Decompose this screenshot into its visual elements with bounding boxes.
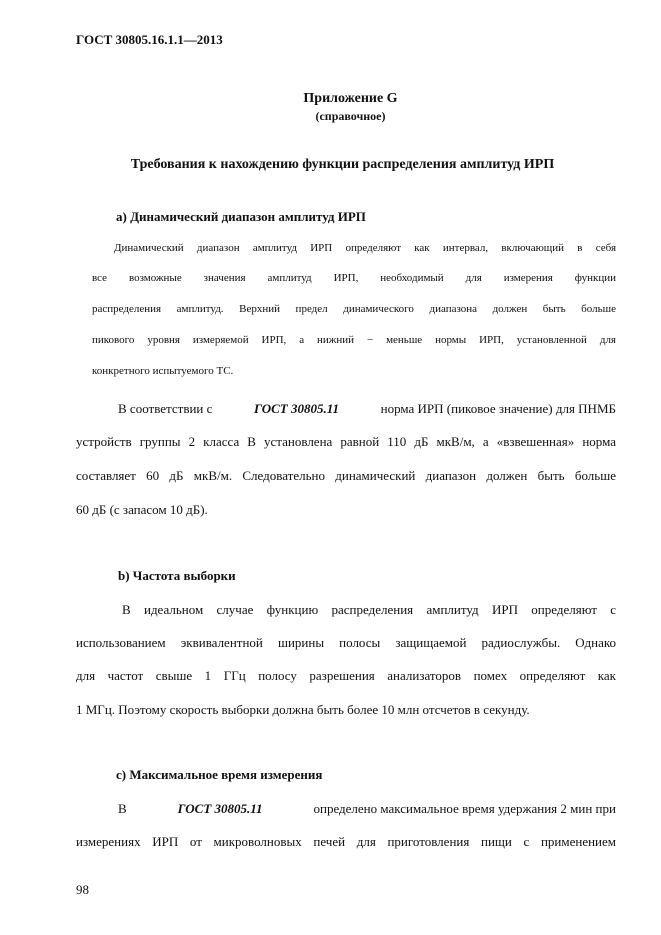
standard-reference: ГОСТ 30805.11 [254, 401, 339, 416]
section-b-line: В идеальном случае функцию распределения амплитуд ИРП определяют с [122, 602, 616, 617]
section-a-para2-line: устройств группы 2 класса В установлена равной 110 дБ мкВ/м, а «взвешенная» норма [76, 434, 616, 449]
standard-reference: ГОСТ 30805.11 [177, 801, 263, 816]
main-title: Требования к нахождению функции распределения амплитуд ИРП [130, 157, 555, 172]
section-a-para1-line: распределения амплитуд. Верхний предел динамического диапазона должен быть больше [92, 303, 616, 315]
section-a-para2-line: 60 дБ (с запасом 10 дБ). [76, 502, 208, 517]
section-a-heading: a) Динамический диапазон амплитуд ИРП [116, 209, 366, 224]
document-header: ГОСТ 30805.16.1.1—2013 [76, 32, 223, 47]
section-a-para2-line: составляет 60 дБ мкВ/м. Следовательно динамический диапазон должен быть больше [76, 468, 616, 483]
section-c-heading: c) Максимальное время измерения [116, 767, 323, 782]
section-c-line1 [118, 801, 616, 817]
section-a-para2-line1 [118, 401, 616, 417]
text-span: определено максимальное время удержания 2 мин при [313, 801, 616, 816]
section-a-para1-line: конкретного испытуемого ТС. [92, 365, 234, 377]
text-span: В [118, 801, 127, 816]
section-a-para1-line: пикового уровня измеряемой ИРП, а нижний − меньше нормы ИРП, установленной для [92, 334, 616, 346]
text-span: В соответствии с [118, 401, 213, 416]
section-a-para1-line: Динамический диапазон амплитуд ИРП определяют как интервал, включающий в себя [114, 242, 616, 254]
appendix-title: Приложение G [303, 91, 398, 106]
section-c-line: измерениях ИРП от микроволновых печей для приготовления пищи с применением [76, 834, 616, 849]
section-b-line: 1 МГц. Поэтому скорость выборки должна быть более 10 млн отсчетов в секунду. [76, 702, 530, 717]
section-b-line: для частот свыше 1 ГГц полосу разрешения анализаторов помех определяют как [76, 668, 616, 683]
text-span: норма ИРП (пиковое значение) для ПНМБ [380, 401, 616, 416]
section-b-heading: b) Частота выборки [118, 568, 236, 583]
section-b-line: использованием эквивалентной ширины полосы защищаемой радиослужбы. Однако [76, 635, 616, 650]
section-a-para1-line: все возможные значения амплитуд ИРП, необходимый для измерения функции [92, 272, 616, 284]
page-number: 98 [76, 882, 89, 897]
appendix-subtitle: (справочное) [315, 109, 386, 123]
